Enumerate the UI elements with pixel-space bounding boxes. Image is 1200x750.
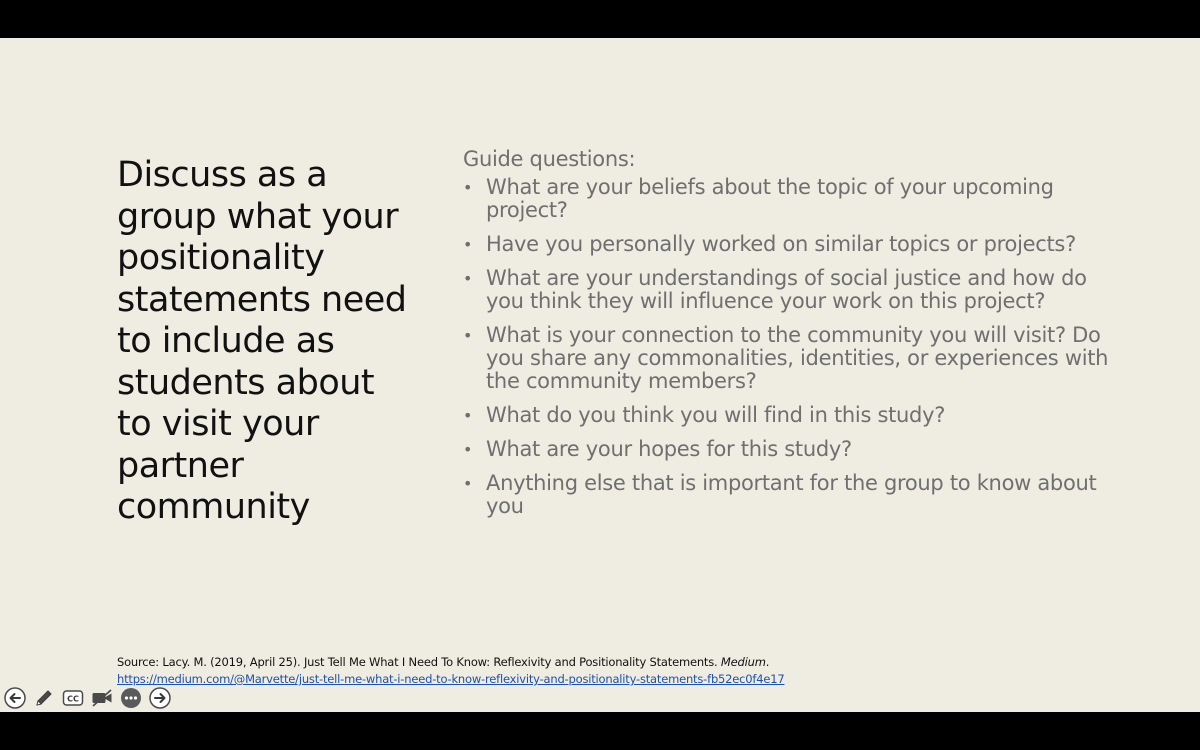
bullet-icon: •	[463, 235, 473, 254]
slide-title: Discuss as a group what your positionality statements need to include as students about to visit your partner community	[117, 155, 407, 527]
source-citation	[117, 654, 784, 688]
bullet-icon: •	[463, 178, 473, 197]
list-item-text: What are your understandings of social justice and how do you think they will influence your work on this project?	[486, 266, 1087, 313]
slide	[0, 38, 1200, 712]
citation-publication: Medium	[720, 655, 766, 669]
list-item	[463, 438, 1123, 461]
forward-arrow-icon[interactable]	[149, 687, 171, 709]
list-item-text: Anything else that is important for the group to know about you	[486, 471, 1097, 518]
presentation-controls	[4, 687, 171, 709]
list-item	[463, 176, 1123, 222]
list-item-text: What are your beliefs about the topic of your upcoming project?	[486, 175, 1054, 222]
bullet-icon: •	[463, 269, 473, 288]
bullet-icon: •	[463, 440, 473, 459]
list-item	[463, 324, 1123, 393]
bullet-icon: •	[463, 406, 473, 425]
guide-questions-block	[463, 146, 1123, 529]
source-link[interactable]: https://medium.com/@Marvette/just-tell-me-what-i-need-to-know-reflexivity-and-positionality-statements-fb52ec0f4e17	[117, 672, 785, 686]
bullet-icon: •	[463, 326, 473, 345]
bullet-icon: •	[463, 474, 473, 493]
list-item-text: What are your hopes for this study?	[486, 437, 852, 461]
list-item	[463, 472, 1123, 518]
list-item	[463, 233, 1123, 256]
closed-captions-icon[interactable]	[62, 687, 84, 709]
citation-text: Source: Lacy. M. (2019, April 25). Just Tell Me What I Need To Know: Reflexivity and Positionality Statements.	[117, 655, 721, 669]
video-camera-icon[interactable]	[91, 687, 113, 709]
cc-label: CC	[67, 694, 79, 704]
citation-suffix: .	[765, 655, 770, 669]
list-item-text: Have you personally worked on similar topics or projects?	[486, 232, 1076, 256]
guide-questions-list	[463, 176, 1123, 518]
list-item	[463, 404, 1123, 427]
pen-icon[interactable]	[33, 687, 55, 709]
more-options-icon[interactable]	[120, 687, 142, 709]
list-item-text: What is your connection to the community you will visit? Do you share any commonalities, identities, or experiences with the community members?	[486, 323, 1109, 393]
list-item-text: What do you think you will find in this study?	[486, 403, 946, 427]
list-item	[463, 267, 1123, 313]
back-arrow-icon[interactable]	[4, 687, 26, 709]
guide-questions-heading: Guide questions:	[463, 147, 636, 171]
